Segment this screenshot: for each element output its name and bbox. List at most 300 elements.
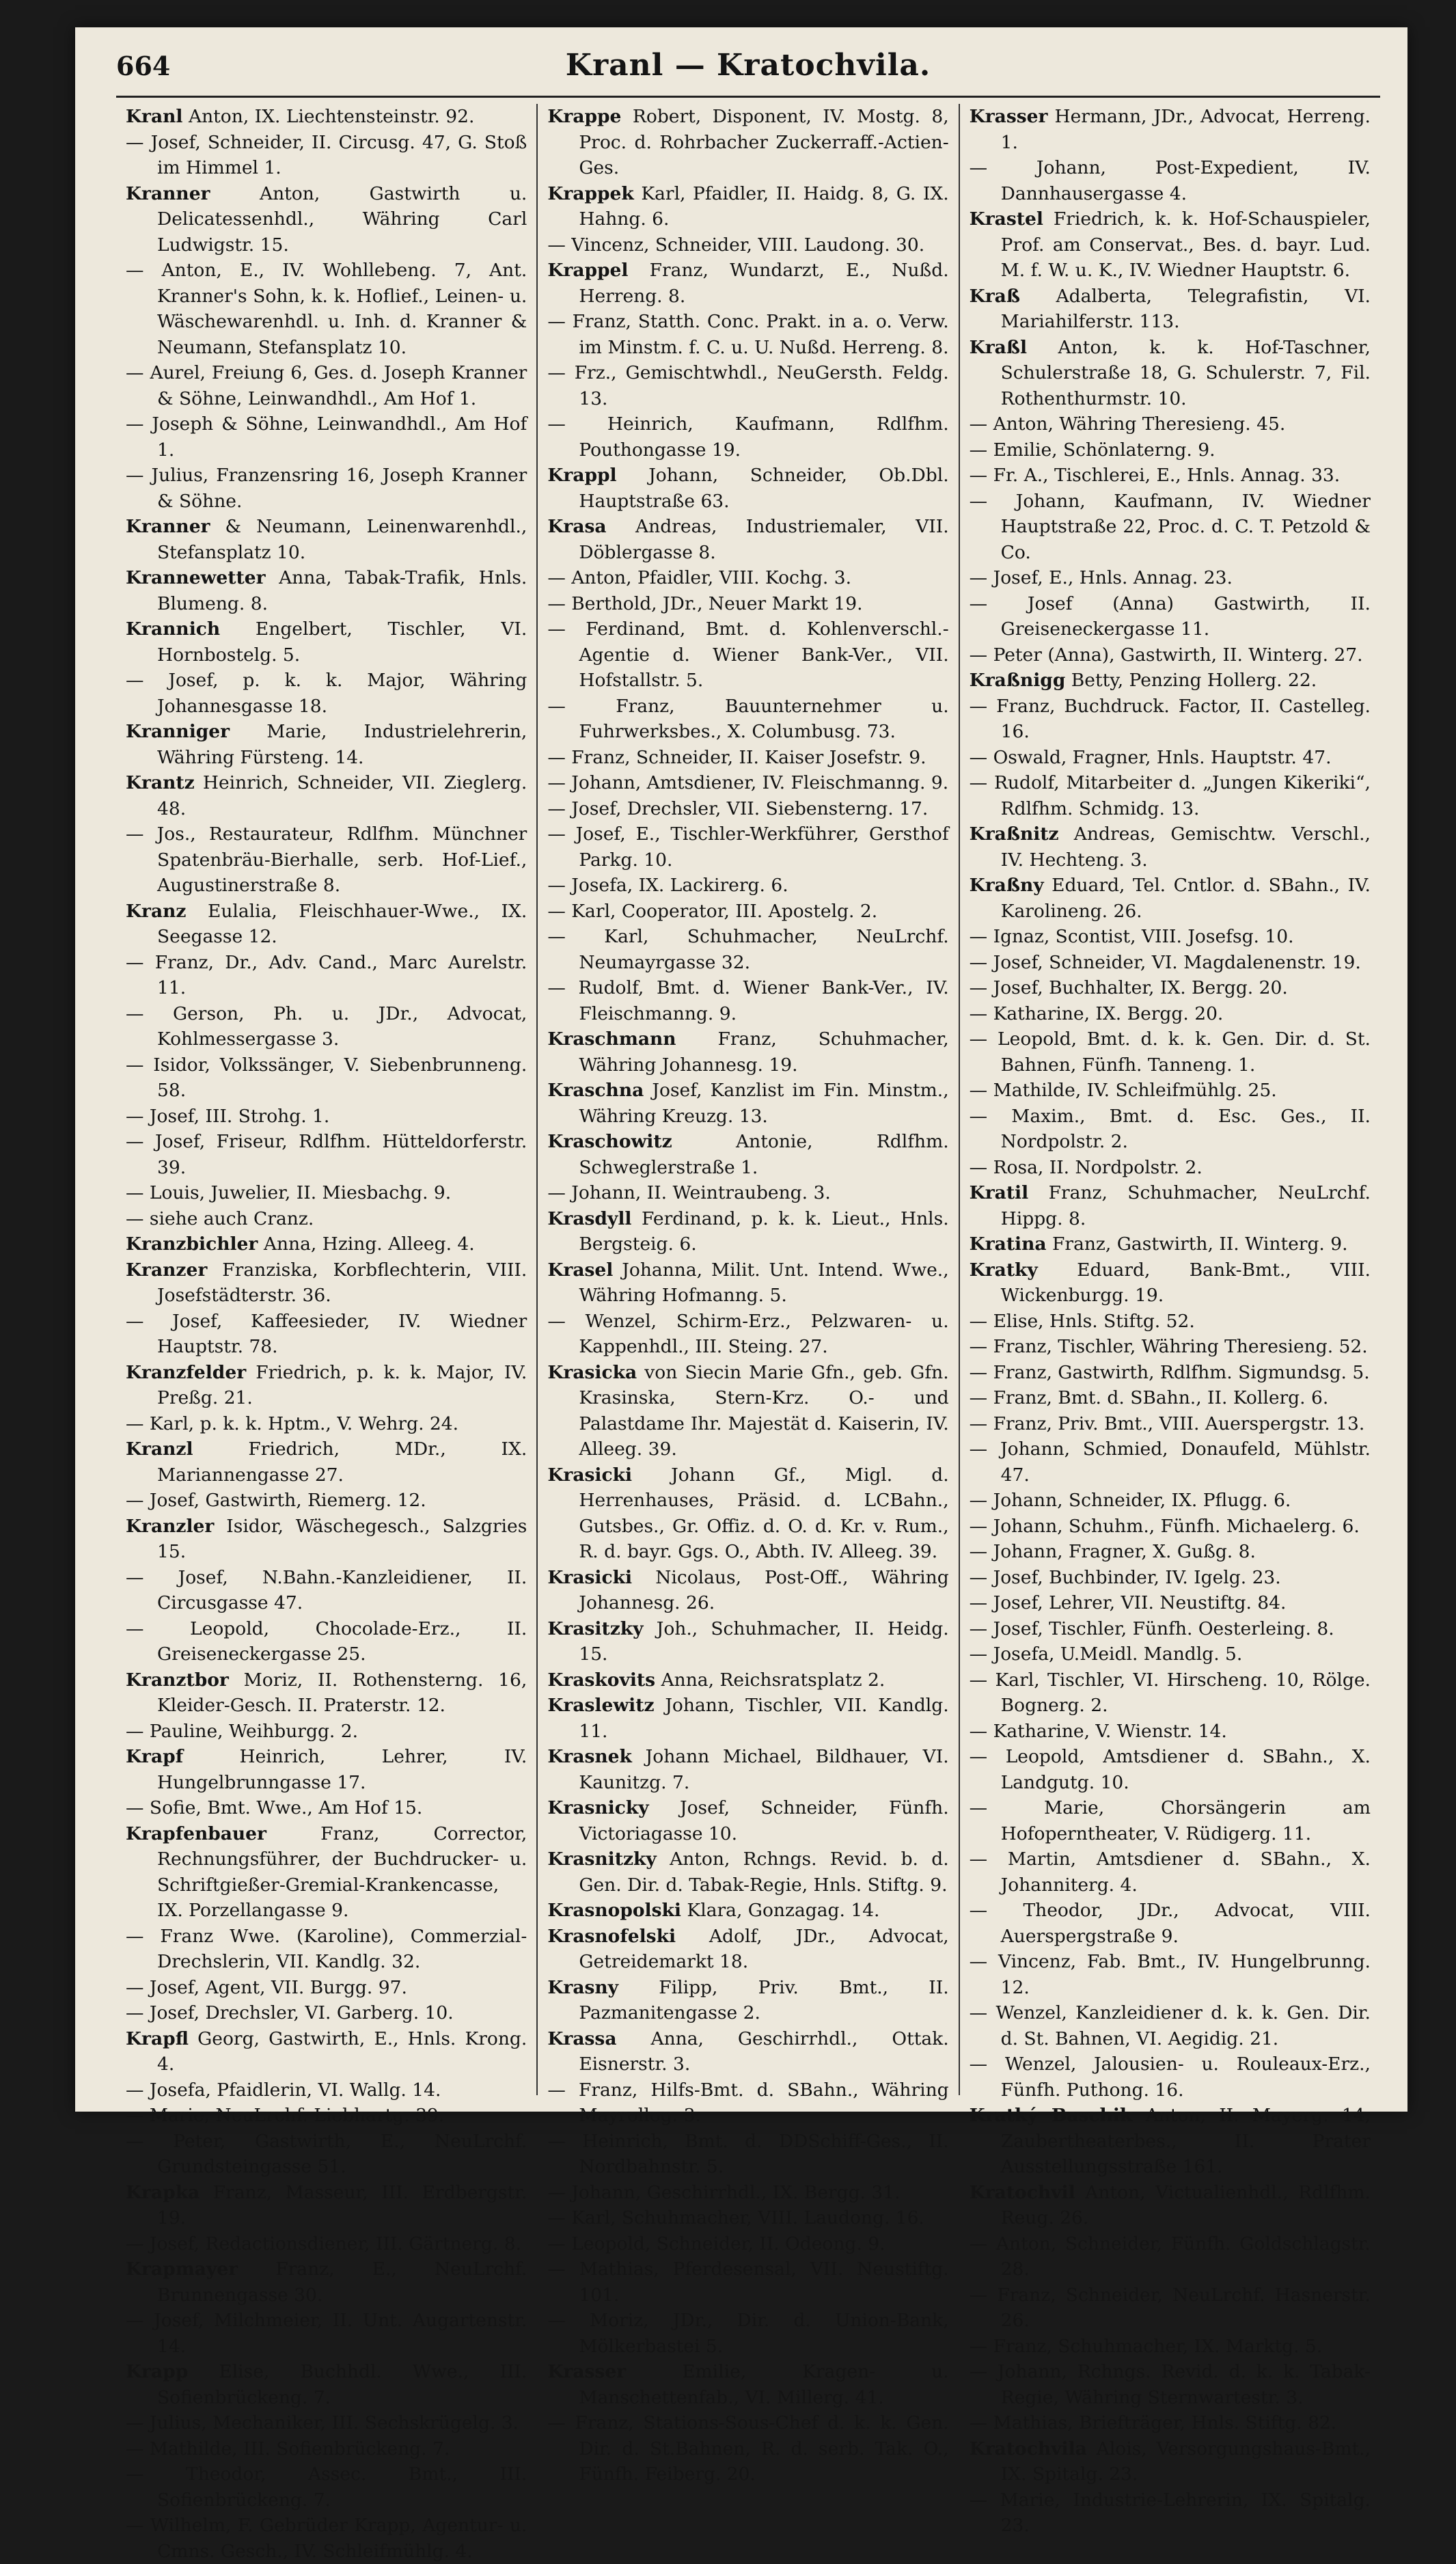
directory-entry bbox=[970, 1667, 1371, 1719]
directory-entry bbox=[970, 2000, 1371, 2051]
directory-entry bbox=[547, 1795, 948, 1846]
directory-entry bbox=[970, 463, 1371, 489]
entry-surname: Kraschna bbox=[547, 1080, 644, 1101]
directory-entry bbox=[970, 2359, 1371, 2410]
directory-entry bbox=[970, 694, 1371, 745]
directory-entry bbox=[126, 411, 527, 463]
entry-details: Andreas, Industriemaler, VII. Döblergasse 8. bbox=[579, 516, 949, 563]
entry-details: — Franz, Statth. Conc. Prakt. in a. o. Verw. im Minstm. f. C. u. U. Nußd. Herreng. 8. bbox=[547, 311, 949, 358]
entry-surname: Krasser bbox=[969, 106, 1048, 127]
directory-entry bbox=[970, 2103, 1371, 2180]
entry-details: — Anton, Pfaidler, VIII. Kochg. 3. bbox=[547, 567, 852, 588]
directory-entry bbox=[126, 770, 527, 821]
entry-surname: Kranztbor bbox=[126, 1669, 229, 1691]
directory-entry bbox=[126, 1616, 527, 1667]
directory-entry bbox=[547, 924, 948, 975]
entry-details: — Anton, E., IV. Wohllebeng. 7, Ant. Kranner's Sohn, k. k. Hoflief., Leinen- u. Wäschewarenhdl. u. Inh. d. Kranner & Neumann, Stefansplatz 10. bbox=[126, 260, 527, 358]
entry-surname: Kratky bbox=[969, 1259, 1038, 1281]
directory-entry bbox=[126, 514, 527, 565]
entry-details: — Aurel, Freiung 6, Ges. d. Joseph Kranner & Söhne, Leinwandhdl., Am Hof 1. bbox=[126, 362, 527, 409]
entry-details: — Maxim., Bmt. d. Esc. Ges., II. Nordpolstr. 2. bbox=[969, 1105, 1371, 1152]
directory-entry bbox=[547, 1129, 948, 1180]
entry-details: — Karl, Schuhmacher, NeuLrchf. Neumayrgasse 32. bbox=[547, 926, 949, 973]
entry-details: — Peter, Gastwirth, E., NeuLrchf. Grundsteingasse 51. bbox=[126, 2130, 527, 2177]
directory-entry bbox=[126, 899, 527, 950]
entry-details: Karl, Pfaidler, II. Haidg. 8, G. IX. Hahng. 6. bbox=[579, 182, 949, 230]
entry-details: Franz, Corrector, Rechnungsführer, der Buchdrucker- u. Schriftgießer-Gremial-Krankencasse, IX. Porzellangasse 9. bbox=[157, 1823, 527, 1921]
entry-surname: Krantz bbox=[126, 772, 195, 793]
entry-surname: Krasnitzky bbox=[547, 1849, 657, 1870]
directory-entry bbox=[970, 1026, 1371, 1078]
directory-entry bbox=[547, 232, 948, 258]
entry-details: Georg, Gastwirth, E., Hnls. Krong. 4. bbox=[157, 2028, 527, 2075]
directory-entry bbox=[126, 1821, 527, 1924]
entry-details: — Josef, Friseur, Rdlfhm. Hütteldorferstr. 39. bbox=[126, 1131, 527, 1178]
entry-details: Johann, Tischler, VII. Kandlg. 11. bbox=[579, 1695, 949, 1742]
directory-entry bbox=[547, 1744, 948, 1795]
directory-entry bbox=[970, 284, 1371, 335]
entry-surname: Krasny bbox=[547, 1976, 619, 1998]
entry-details: Friedrich, MDr., IX. Mariannengasse 27. bbox=[157, 1438, 527, 1486]
entry-details: — Anton, Währing Theresieng. 45. bbox=[969, 413, 1286, 435]
entry-details: — Josef, Buchbinder, IV. Igelg. 23. bbox=[969, 1566, 1281, 1588]
entry-details: Josef, Schneider, Fünfh. Victoriagasse 10. bbox=[579, 1797, 949, 1844]
entry-details: Joh., Schuhmacher, II. Heidg. 15. bbox=[579, 1618, 949, 1665]
entry-details: — Franz, Schneider, NeuLrchf. Hasnerstr. 26. bbox=[969, 2284, 1371, 2331]
directory-column-3 bbox=[959, 104, 1380, 2536]
entry-details: — Franz, Schuhmacher, IX. Marktg. 5. bbox=[969, 2335, 1323, 2357]
entry-surname: Krasicka bbox=[547, 1361, 637, 1383]
directory-entry bbox=[970, 950, 1371, 976]
directory-entry bbox=[126, 1104, 527, 1130]
directory-entry bbox=[547, 565, 948, 591]
entry-details: — Wenzel, Kanzleidiener d. k. k. Gen. Dir. d. St. Bahnen, VI. Aegidig. 21. bbox=[969, 2002, 1371, 2049]
entry-surname: Kratký Baschik bbox=[969, 2105, 1133, 2126]
directory-entry bbox=[547, 873, 948, 899]
entry-details: — Johann, Rchngs. Revid. d. k. k. Tabak-Regie, Währing Sternwartestr. 3. bbox=[969, 2361, 1371, 2408]
entry-details: — Josef, Tischler, Fünfh. Oesterleing. 8. bbox=[969, 1618, 1334, 1639]
directory-entry bbox=[547, 1257, 948, 1309]
directory-entry bbox=[970, 1334, 1371, 1360]
entry-details: Heinrich, Schneider, VII. Zieglerg. 48. bbox=[157, 772, 527, 819]
entry-details: Friedrich, k. k. Hof-Schauspieler, Prof. am Conservat., Bes. d. bayr. Lud. M. f. W. u. K., IV. Wiedner Hauptstr. 6. bbox=[1000, 208, 1371, 281]
entry-details: Franz, E., NeuLrchf. Brunnengasse 30. bbox=[157, 2259, 527, 2306]
entry-details: — Josef, Redactionsdiener, III. Gärtnerg. 8. bbox=[126, 2233, 522, 2254]
directory-entry bbox=[126, 1206, 527, 1232]
entry-details: — Karl, Schuhmacher, VIII. Laudong. 16. bbox=[547, 2207, 924, 2228]
directory-entry bbox=[547, 258, 948, 309]
entry-details: — Josef, p. k. k. Major, Währing Johannesgasse 18. bbox=[126, 670, 527, 717]
directory-entry bbox=[547, 1975, 948, 2026]
entry-surname: Kranner bbox=[126, 182, 210, 204]
directory-entry bbox=[126, 1565, 527, 1616]
entry-details: von Siecin Marie Gfn., geb. Gfn. Krasinska, Stern-Krz. O.- und Palastdame Ihr. Majestät d. Kaiserin, IV. Alleeg. 39. bbox=[579, 1361, 949, 1460]
entry-details: — Josef, Drechsler, VII. Siebensterng. 17. bbox=[547, 797, 929, 819]
entry-details: Emilie, Kragen- u. Manschettenfab., VI. Millerg. 41. bbox=[579, 2361, 949, 2408]
directory-entry bbox=[126, 2103, 527, 2129]
directory-entry bbox=[547, 360, 948, 411]
directory-columns bbox=[116, 104, 1380, 2562]
entry-surname: Krappel bbox=[547, 260, 629, 281]
entry-details: Eduard, Tel. Cntlor. d. SBahn., IV. Karolineng. 26. bbox=[1000, 875, 1371, 922]
entry-details: — Sofie, Bmt. Wwe., Am Hof 15. bbox=[126, 1797, 423, 1818]
entry-details: — Martin, Amtsdiener d. SBahn., X. Johanniterg. 4. bbox=[969, 1849, 1371, 1896]
directory-entry bbox=[970, 1744, 1371, 1795]
directory-column-1 bbox=[116, 104, 536, 2562]
directory-entry bbox=[547, 514, 948, 565]
entry-details: — Josef, Milchmeier, II. Unt. Augartenstr. 14. bbox=[126, 2310, 527, 2357]
entry-surname: Kranz bbox=[126, 900, 187, 922]
entry-details: — Josef, E., Tischler-Werkführer, Gersthof Parkg. 10. bbox=[547, 823, 949, 871]
directory-entry bbox=[126, 463, 527, 514]
directory-entry bbox=[970, 2180, 1371, 2231]
directory-entry bbox=[970, 1719, 1371, 1745]
entry-surname: Krapf bbox=[126, 1746, 184, 1767]
directory-entry bbox=[970, 2282, 1371, 2334]
directory-entry bbox=[970, 335, 1371, 412]
entry-surname: Krapka bbox=[126, 2181, 200, 2203]
entry-details: Anton, Gastwirth u. Delicatessenhdl., Währing Carl Ludwigstr. 15. bbox=[157, 182, 527, 256]
entry-details: — Franz Wwe. (Karoline), Commerzial-Drechslerin, VII. Kandlg. 32. bbox=[126, 1925, 527, 1972]
directory-entry bbox=[126, 950, 527, 1001]
entry-details: — Theodor, Assec. Bmt., III. Sofienbrückeng. 7. bbox=[126, 2464, 527, 2511]
entry-details: — Pauline, Weihburgg. 2. bbox=[126, 1720, 359, 1742]
directory-entry bbox=[970, 975, 1371, 1001]
entry-details: — Ferdinand, Bmt. d. Kohlenverschl.-Agentie d. Wiener Bank-Ver., VII. Hofstallstr. 5. bbox=[547, 618, 949, 691]
directory-entry bbox=[547, 1898, 948, 1924]
entry-details: — Josefa, IX. Lackirerg. 6. bbox=[547, 875, 788, 896]
entry-details: Franz, Gastwirth, II. Winterg. 9. bbox=[1052, 1233, 1348, 1255]
directory-entry bbox=[126, 2308, 527, 2359]
entry-surname: Kranniger bbox=[126, 721, 230, 742]
directory-entry bbox=[126, 821, 527, 899]
directory-entry bbox=[970, 437, 1371, 463]
directory-entry bbox=[970, 155, 1371, 206]
entry-details: — Fr. A., Tischlerei, E., Hnls. Annag. 33. bbox=[969, 465, 1341, 486]
entry-details: — Ignaz, Scontist, VIII. Josefsg. 10. bbox=[969, 926, 1294, 947]
entry-details: — Franz, Stations-Sous-Chef d. k. k. Gen. Dir. d. St.Bahnen, R. d. serb. Tak. O., Fünfh. Feiberg. 20. bbox=[547, 2412, 949, 2485]
entry-details: — Josef, N.Bahn.-Kanzleidiener, II. Circusgasse 47. bbox=[126, 1566, 527, 1613]
entry-surname: Kranzfelder bbox=[126, 1361, 247, 1383]
directory-entry bbox=[126, 258, 527, 360]
directory-entry bbox=[126, 2461, 527, 2513]
entry-details: Anton, Victualienhdl., Rdlfhm. Reug. 26. bbox=[1000, 2181, 1371, 2228]
entry-surname: Kratochvil bbox=[969, 2181, 1075, 2203]
entry-details: — Rudolf, Bmt. d. Wiener Bank-Ver., IV. Fleischmanng. 9. bbox=[547, 977, 949, 1024]
entry-details: — Wilhelm, F. Gebrüder Krapp, Agentur- u. Cmns. Gesch., IV. Schleifmühlg. 4. bbox=[126, 2515, 527, 2562]
directory-column-2 bbox=[536, 104, 958, 2485]
entry-details: — Josef, Gastwirth, Riemerg. 12. bbox=[126, 1490, 426, 1511]
directory-entry bbox=[126, 1924, 527, 1975]
entry-details: — Mathilde, III. Sofienbrückeng. 7. bbox=[126, 2438, 450, 2459]
directory-entry bbox=[970, 1309, 1371, 1335]
entry-details: — Oswald, Fragner, Hnls. Hauptstr. 47. bbox=[969, 746, 1332, 768]
entry-details: — Josef, Drechsler, VI. Garberg. 10. bbox=[126, 2002, 454, 2023]
entry-details: — Josefa, Pfaidlerin, VI. Wallg. 14. bbox=[126, 2079, 441, 2101]
entry-details: — Franz, Dr., Adv. Cand., Marc Aurelstr. 11. bbox=[126, 951, 527, 998]
directory-entry bbox=[126, 1309, 527, 1360]
entry-details: — Wenzel, Schirm-Erz., Pelzwaren- u. Kappenhdl., III. Steing. 27. bbox=[547, 1310, 949, 1357]
entry-surname: Kraslewitz bbox=[547, 1695, 655, 1716]
directory-entry bbox=[970, 1514, 1371, 1540]
entry-details: — Heinrich, Bmt. d. DDSchiff-Ges., II. Nordbahnstr. 5. bbox=[547, 2130, 949, 2177]
directory-entry bbox=[970, 1795, 1371, 1846]
entry-details: — Karl, p. k. k. Hptm., V. Wehrg. 24. bbox=[126, 1413, 459, 1434]
directory-entry bbox=[547, 2410, 948, 2487]
entry-surname: Krassa bbox=[547, 2028, 617, 2049]
entry-details: — Franz, Buchdruck. Factor, II. Castelleg. 16. bbox=[969, 695, 1371, 742]
directory-entry bbox=[126, 360, 527, 411]
directory-entry bbox=[970, 411, 1371, 437]
entry-details: — Johann, Geschirrhdl., IX. Bergg. 31. bbox=[547, 2181, 901, 2203]
entry-details: Anton, Rchngs. Revid. b. d. Gen. Dir. d. Tabak-Regie, Hnls. Stiftg. 9. bbox=[579, 1849, 949, 1896]
directory-entry bbox=[547, 1667, 948, 1693]
directory-entry bbox=[970, 104, 1371, 155]
entry-surname: Kraskovits bbox=[547, 1669, 656, 1691]
directory-entry bbox=[970, 2051, 1371, 2103]
entry-surname: Kraschowitz bbox=[547, 1131, 672, 1152]
directory-entry bbox=[547, 975, 948, 1026]
entry-surname: Kraßl bbox=[969, 336, 1028, 358]
entry-details: — Rudolf, Mitarbeiter d. „Jungen Kikeriki“, Rdlfhm. Schmidg. 13. bbox=[969, 772, 1371, 819]
directory-entry bbox=[970, 2231, 1371, 2282]
entry-details: — Josef (Anna) Gastwirth, II. Greiseneckergasse 11. bbox=[969, 592, 1371, 640]
entry-surname: Krappe bbox=[547, 106, 622, 127]
directory-entry bbox=[547, 104, 948, 181]
directory-entry bbox=[126, 104, 527, 130]
entry-details: — Gerson, Ph. u. JDr., Advocat, Kohlmessergasse 3. bbox=[126, 1003, 527, 1050]
directory-entry bbox=[547, 2231, 948, 2257]
entry-surname: Krapfl bbox=[126, 2028, 189, 2049]
entry-details: — Emilie, Schönlaterng. 9. bbox=[969, 439, 1215, 461]
directory-entry bbox=[547, 2129, 948, 2180]
directory-entry bbox=[970, 1180, 1371, 1231]
directory-entry bbox=[126, 2026, 527, 2077]
entry-surname: Krannich bbox=[126, 618, 221, 640]
entry-details: Anna, Tabak-Trafik, Hnls. Blumeng. 8. bbox=[157, 567, 527, 614]
entry-surname: Krasnek bbox=[547, 1746, 632, 1767]
directory-entry bbox=[547, 1180, 948, 1206]
entry-surname: Krasitzky bbox=[547, 1618, 644, 1639]
header-rule bbox=[116, 96, 1380, 98]
entry-details: — Josef, Schneider, VI. Magdalenenstr. 19. bbox=[969, 951, 1361, 973]
directory-entry bbox=[970, 821, 1371, 873]
entry-details: Adolf, JDr., Advocat, Getreidemarkt 18. bbox=[579, 1925, 949, 1972]
entry-details: Eduard, Bank-Bmt., VIII. Wickenburgg. 19. bbox=[1000, 1259, 1371, 1306]
directory-entry bbox=[126, 2231, 527, 2257]
directory-entry bbox=[970, 1411, 1371, 1437]
entry-details: Hermann, JDr., Advocat, Herreng. 1. bbox=[1000, 106, 1371, 153]
directory-entry bbox=[126, 1129, 527, 1180]
directory-entry bbox=[970, 745, 1371, 771]
entry-surname: Kratina bbox=[969, 1233, 1047, 1255]
entry-surname: Krannewetter bbox=[126, 567, 266, 588]
directory-entry bbox=[126, 2410, 527, 2436]
directory-entry bbox=[970, 1488, 1371, 1514]
entry-surname: Krasnicky bbox=[547, 1797, 649, 1818]
entry-details: — Moriz, JDr., Dir. d. Union-Bank, Mölkerbastei 5. bbox=[547, 2310, 949, 2357]
directory-entry bbox=[970, 1641, 1371, 1667]
entry-details: — Katharine, IX. Bergg. 20. bbox=[969, 1003, 1224, 1024]
entry-details: — Elise, Hnls. Stiftg. 52. bbox=[969, 1310, 1195, 1332]
entry-details: — Josef, III. Strohg. 1. bbox=[126, 1105, 330, 1127]
directory-entry bbox=[126, 2256, 527, 2308]
directory-entry bbox=[970, 1539, 1371, 1565]
entry-details: — Johann, Schmied, Donaufeld, Mühlstr. 47. bbox=[969, 1438, 1371, 1486]
directory-entry bbox=[547, 1462, 948, 1565]
entry-details: Klara, Gonzagag. 14. bbox=[687, 1900, 880, 1921]
directory-entry bbox=[970, 489, 1371, 566]
directory-entry bbox=[970, 206, 1371, 284]
entry-surname: Krastel bbox=[969, 208, 1043, 230]
entry-details: — Josefa, U.Meidl. Mandlg. 5. bbox=[969, 1644, 1243, 1665]
entry-details: Franz, Schuhmacher, NeuLrchf. Hippg. 8. bbox=[1000, 1182, 1371, 1229]
entry-details: — Leopold, Chocolade-Erz., II. Greiseneckergasse 25. bbox=[126, 1618, 527, 1665]
directory-entry bbox=[126, 668, 527, 719]
entry-details: — Mathias, Pferdesensal, VII. Neustiftg. 101. bbox=[547, 2259, 949, 2306]
entry-details: — Katharine, V. Wienstr. 14. bbox=[969, 1720, 1227, 1742]
entry-details: Nicolaus, Post-Off., Währing Johannesg. 26. bbox=[579, 1566, 949, 1613]
entry-details: — Vincenz, Schneider, VIII. Laudong. 30. bbox=[547, 234, 925, 256]
directory-entry bbox=[126, 1514, 527, 1565]
entry-details: Friedrich, p. k. k. Major, IV. Preßg. 21. bbox=[157, 1361, 527, 1408]
directory-entry bbox=[126, 719, 527, 770]
directory-entry bbox=[547, 694, 948, 745]
directory-entry bbox=[970, 565, 1371, 591]
directory-entry bbox=[547, 1360, 948, 1462]
entry-details: — Johann, Fragner, X. Gußg. 8. bbox=[969, 1541, 1256, 1562]
directory-entry bbox=[547, 1078, 948, 1129]
entry-details: — Josef, Agent, VII. Burgg. 97. bbox=[126, 1976, 407, 1998]
entry-details: — Franz, Bauunternehmer u. Fuhrwerksbes., X. Columbusg. 73. bbox=[547, 695, 949, 742]
directory-entry bbox=[547, 309, 948, 360]
directory-entry bbox=[126, 2359, 527, 2410]
entry-details: Johanna, Milit. Unt. Intend. Wwe., Währing Hofmanng. 5. bbox=[579, 1259, 949, 1306]
entry-details: Robert, Disponent, IV. Mostg. 8, Proc. d. Rohrbacher Zuckerraff.-Actien-Ges. bbox=[579, 106, 949, 178]
directory-entry bbox=[126, 181, 527, 258]
entry-details: Andreas, Gemischtw. Verschl., IV. Hechteng. 3. bbox=[1000, 823, 1371, 871]
entry-surname: Krasa bbox=[547, 516, 607, 537]
entry-details: — Marie, Industrie-Lehrerin, IX. Spitalg. 23. bbox=[969, 2489, 1371, 2536]
directory-entry bbox=[970, 2436, 1371, 2487]
entry-details: Franz, Schuhmacher, Währing Johannesg. 19. bbox=[579, 1028, 949, 1076]
entry-details: Anna, Geschirrhdl., Ottak. Eisnerstr. 3. bbox=[579, 2028, 949, 2075]
entry-details: — Berthold, JDr., Neuer Markt 19. bbox=[547, 592, 863, 614]
entry-details: — Karl, Tischler, VI. Hirscheng. 10, Rölge. Bognerg. 2. bbox=[969, 1669, 1371, 1716]
directory-entry bbox=[547, 2359, 948, 2410]
entry-details: — Franz, Hilfs-Bmt. d. SBahn., Währing Mayrollog. 3. bbox=[547, 2079, 949, 2126]
directory-entry bbox=[970, 1001, 1371, 1027]
entry-surname: Krasicki bbox=[547, 1566, 633, 1588]
directory-entry bbox=[547, 2180, 948, 2206]
entry-surname: Krasel bbox=[547, 1259, 614, 1281]
entry-details: — Vincenz, Fab. Bmt., IV. Hungelbrunng. 12. bbox=[969, 1951, 1371, 1998]
directory-entry bbox=[970, 1360, 1371, 1386]
entry-details: — Theodor, JDr., Advocat, VIII. Auerspergstraße 9. bbox=[969, 1900, 1371, 1947]
entry-details: Antonie, Rdlfhm. Schweglerstraße 1. bbox=[579, 1131, 949, 1178]
entry-details: — Franz, Bmt. d. SBahn., II. Kollerg. 6. bbox=[969, 1387, 1329, 1408]
directory-entry bbox=[970, 2334, 1371, 2360]
entry-details: — Johann, Post-Expedient, IV. Dannhausergasse 4. bbox=[969, 157, 1371, 204]
entry-details: Anna, Hzing. Alleeg. 4. bbox=[263, 1233, 475, 1255]
directory-entry bbox=[126, 2436, 527, 2462]
directory-entry bbox=[970, 770, 1371, 821]
directory-entry bbox=[126, 1436, 527, 1488]
entry-details: Elise, Buchhdl. Wwe., III. Sofienbrückeng. 7. bbox=[157, 2361, 527, 2408]
directory-entry bbox=[547, 1846, 948, 1898]
directory-entry bbox=[126, 130, 527, 181]
entry-details: Eulalia, Fleischhauer-Wwe., IX. Seegasse 12. bbox=[157, 900, 527, 947]
entry-details: Ferdinand, p. k. k. Lieut., Hnls. Bergsteig. 6. bbox=[579, 1208, 949, 1255]
entry-details: — Johann, Schuhm., Fünfh. Michaelerg. 6. bbox=[969, 1515, 1360, 1537]
directory-entry bbox=[970, 2410, 1371, 2436]
directory-entry bbox=[126, 1231, 527, 1257]
entry-surname: Krasser bbox=[547, 2361, 627, 2382]
entry-details: Josef, Kanzlist im Fin. Minstm., Währing Kreuzg. 13. bbox=[579, 1080, 949, 1127]
directory-entry bbox=[547, 1565, 948, 1616]
entry-surname: Kraßny bbox=[969, 875, 1044, 896]
entry-surname: Krapp bbox=[126, 2361, 189, 2382]
entry-surname: Krasicki bbox=[547, 1464, 633, 1486]
directory-entry bbox=[126, 1257, 527, 1309]
entry-details: — Anton, Schneider, Fünfh. Goldschlagstr. 28. bbox=[969, 2233, 1371, 2280]
entry-surname: Kratochvila bbox=[969, 2438, 1087, 2459]
directory-entry bbox=[126, 2129, 527, 2180]
directory-entry bbox=[126, 2000, 527, 2026]
directory-entry bbox=[547, 2077, 948, 2129]
entry-details: & Neumann, Leinenwarenhdl., Stefansplatz 10. bbox=[157, 516, 527, 563]
directory-entry bbox=[547, 181, 948, 232]
directory-entry bbox=[547, 2308, 948, 2359]
directory-entry bbox=[547, 899, 948, 925]
entry-details: Johann, Schneider, Ob.Dbl. Hauptstraße 63. bbox=[579, 465, 949, 512]
directory-entry bbox=[970, 873, 1371, 924]
directory-entry bbox=[126, 616, 527, 668]
directory-entry bbox=[547, 821, 948, 873]
directory-entry bbox=[970, 924, 1371, 950]
entry-details: — Leopold, Bmt. d. k. k. Gen. Dir. d. St. Bahnen, Fünfh. Tanneng. 1. bbox=[969, 1028, 1371, 1076]
entry-surname: Krasnopolski bbox=[547, 1900, 681, 1921]
entry-details: Franziska, Korbflechterin, VIII. Josefstädterstr. 36. bbox=[157, 1259, 527, 1306]
entry-details: Anton, k. k. Hof-Taschner, Schulerstraße 18, G. Schulerstr. 7, Fil. Rothenthurmstr. 10. bbox=[1000, 336, 1371, 409]
directory-entry bbox=[970, 1565, 1371, 1591]
directory-entry bbox=[547, 2026, 948, 2077]
entry-details: — Johann, Schneider, IX. Pflugg. 6. bbox=[969, 1490, 1291, 1511]
entry-surname: Kranzbichler bbox=[126, 1233, 258, 1255]
entry-details: Anton, IX. Liechtensteinstr. 92. bbox=[188, 106, 475, 127]
directory-entry bbox=[126, 1719, 527, 1745]
entry-surname: Kraßnigg bbox=[969, 670, 1066, 691]
page-header bbox=[116, 44, 1380, 92]
directory-entry bbox=[547, 1206, 948, 1257]
entry-details: — Leopold, Schneider, II. Odeong. 9. bbox=[547, 2233, 885, 2254]
entry-details: — Peter (Anna), Gastwirth, II. Winterg. 27. bbox=[969, 644, 1363, 666]
entry-details: — Wenzel, Jalousien- u. Rouleaux-Erz., Fünfh. Puthong. 16. bbox=[969, 2054, 1371, 2101]
directory-entry bbox=[547, 1309, 948, 1360]
entry-details: Johann Michael, Bildhauer, VI. Kaunitzg. 7. bbox=[579, 1746, 949, 1793]
entry-details: — Josef, Schneider, II. Circusg. 47, G. Stoß im Himmel 1. bbox=[126, 131, 527, 178]
entry-details: — Franz, Gastwirth, Rdlfhm. Sigmundsg. 5. bbox=[969, 1361, 1370, 1383]
entry-details: — Frz., Gemischtwhdl., NeuGersth. Feldg. 13. bbox=[547, 362, 949, 409]
entry-details: — Johann, Kaufmann, IV. Wiedner Hauptstraße 22, Proc. d. C. T. Petzold & Co. bbox=[969, 490, 1371, 563]
entry-surname: Kranl bbox=[126, 106, 183, 127]
entry-surname: Krapfenbauer bbox=[126, 1823, 267, 1844]
directory-entry bbox=[547, 1026, 948, 1078]
entry-details: — Franz, Schneider, II. Kaiser Josefstr. 9. bbox=[547, 746, 926, 768]
entry-surname: Krappl bbox=[547, 465, 617, 486]
entry-details: Moriz, II. Rothensterng. 16, Kleider-Gesch. II. Praterstr. 12. bbox=[157, 1669, 527, 1716]
entry-details: Filipp, Priv. Bmt., II. Pazmanitengasse 2. bbox=[579, 1976, 949, 2023]
